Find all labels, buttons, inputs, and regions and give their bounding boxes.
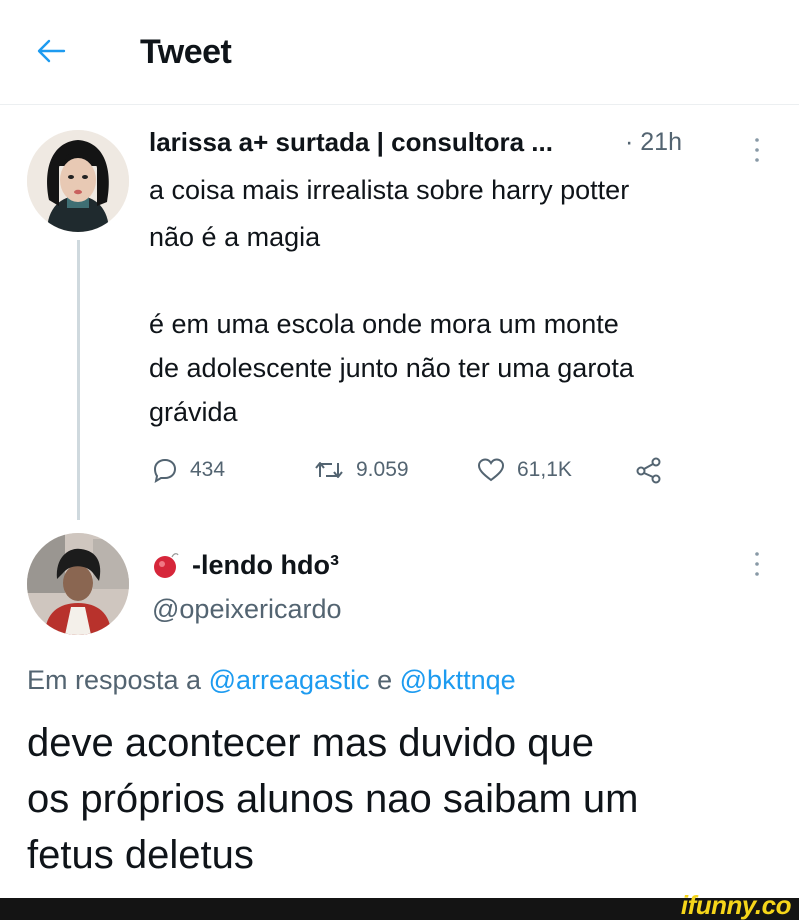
reply-text-line: fetus deletus: [27, 833, 254, 877]
reply-author-row[interactable]: [152, 545, 339, 585]
heart-icon: [477, 457, 505, 483]
tweet-text-line: é em uma escola onde mora um monte: [149, 309, 619, 339]
thread-line: [77, 240, 80, 520]
page-title: Tweet: [140, 33, 232, 71]
share-icon: [634, 455, 664, 485]
retweet-count: 9.059: [356, 458, 409, 481]
retweet-button[interactable]: [314, 450, 409, 490]
reply-author-name: -lendo hdo³: [192, 549, 339, 580]
reply-count: 434: [190, 458, 226, 481]
reply-text: [27, 715, 638, 883]
watermark-bar: [0, 890, 799, 920]
tweet-text-line: não é a magia: [149, 222, 321, 252]
like-button[interactable]: [477, 450, 572, 490]
tweet-text-line: a coisa mais irrealista sobre harry potter: [149, 175, 630, 205]
mention-link[interactable]: @arreagastic: [208, 665, 370, 695]
reply-author-handle[interactable]: @opeixericardo: [152, 594, 342, 624]
replying-to-label: Em resposta a: [27, 665, 202, 695]
author-avatar[interactable]: [27, 130, 129, 232]
tweet-text-line: de adolescente junto não ter uma garota: [149, 353, 634, 383]
tweet-actions: [152, 450, 672, 490]
reply-more-options-icon[interactable]: [752, 550, 762, 578]
tweet-text-line: grávida: [149, 397, 238, 427]
like-count: 61,1K: [517, 458, 572, 481]
reply-icon: [152, 457, 178, 483]
reply-text-line: os próprios alunos nao saibam um: [27, 777, 639, 821]
retweet-icon: [314, 457, 344, 483]
share-button[interactable]: [634, 450, 676, 490]
replying-to-line: [27, 665, 516, 696]
red-ball-icon: [152, 550, 182, 580]
reply-button[interactable]: [152, 450, 225, 490]
back-arrow-icon[interactable]: [34, 34, 68, 68]
more-options-icon[interactable]: [752, 136, 762, 164]
tweet-timestamp[interactable]: · 21h: [625, 128, 682, 156]
reply-author-avatar[interactable]: [27, 533, 129, 635]
reply-text-line: deve acontecer mas duvido que: [27, 721, 595, 765]
replying-to-conjunction: e: [377, 665, 393, 695]
tweet-author-name[interactable]: larissa a+ surtada | consultora ...: [149, 127, 553, 157]
mention-link[interactable]: @bkttnqe: [399, 665, 516, 695]
watermark-logo: ifunny.co: [680, 890, 791, 920]
top-bar: [0, 0, 799, 105]
